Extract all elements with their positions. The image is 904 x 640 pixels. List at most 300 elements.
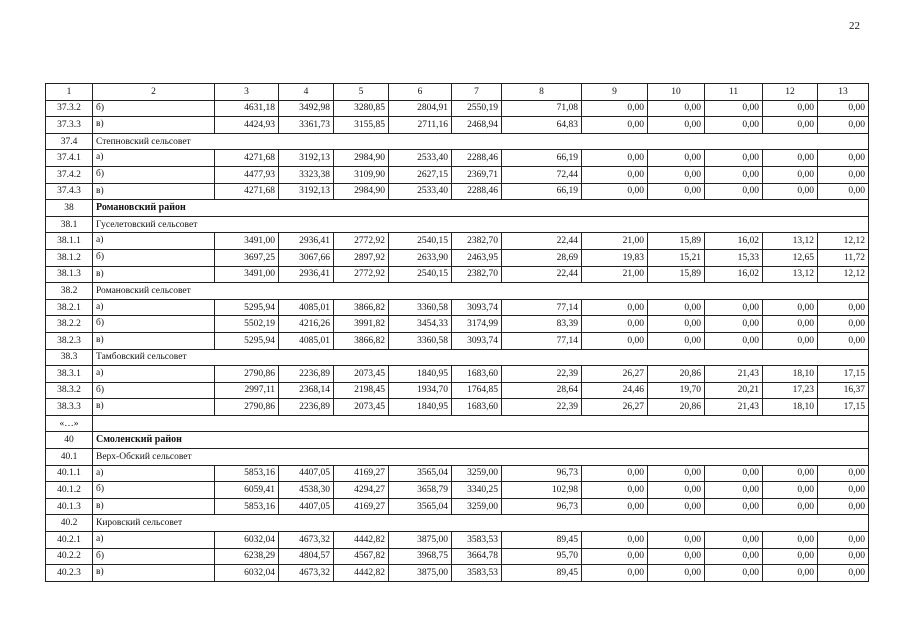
- table-row: [46, 465, 869, 482]
- value-cell: 4169,27: [334, 498, 389, 515]
- row-variant-cell: б): [93, 382, 215, 399]
- value-cell: 0,00: [705, 150, 763, 167]
- value-cell: 1934,70: [389, 382, 452, 399]
- row-variant-cell: б): [93, 166, 215, 183]
- group-code-cell: 40: [46, 432, 93, 449]
- value-cell: 0,00: [763, 565, 818, 582]
- value-cell: 3664,78: [452, 548, 502, 565]
- value-cell: 2236,89: [279, 366, 334, 383]
- value-cell: 1683,60: [452, 366, 502, 383]
- value-cell: 0,00: [648, 565, 705, 582]
- council-title: Тамбовский сельсовет: [93, 349, 869, 366]
- value-cell: 2368,14: [279, 382, 334, 399]
- value-cell: 0,00: [818, 117, 869, 134]
- value-cell: 3875,00: [389, 565, 452, 582]
- value-cell: 0,00: [763, 482, 818, 499]
- value-cell: 2288,46: [452, 150, 502, 167]
- value-cell: 0,00: [648, 465, 705, 482]
- value-cell: 28,64: [502, 382, 582, 399]
- value-cell: 3174,99: [452, 316, 502, 333]
- value-cell: 3583,53: [452, 532, 502, 549]
- value-cell: 0,00: [705, 117, 763, 134]
- row-code-cell: 38.3.1: [46, 366, 93, 383]
- omission-row: [46, 415, 869, 432]
- value-cell: 13,12: [763, 266, 818, 283]
- value-cell: 1840,95: [389, 366, 452, 383]
- column-number-cell: 11: [705, 84, 763, 101]
- value-cell: 2984,90: [334, 150, 389, 167]
- value-cell: 4085,01: [279, 332, 334, 349]
- value-cell: 4673,32: [279, 532, 334, 549]
- value-cell: 15,89: [648, 233, 705, 250]
- value-cell: 3866,82: [334, 299, 389, 316]
- value-cell: 4271,68: [215, 150, 279, 167]
- row-variant-cell: в): [93, 498, 215, 515]
- row-code-cell: 40.1.2: [46, 482, 93, 499]
- value-cell: 2236,89: [279, 399, 334, 416]
- value-cell: 5853,16: [215, 498, 279, 515]
- value-cell: 0,00: [648, 299, 705, 316]
- value-cell: 77,14: [502, 299, 582, 316]
- district-title: Романовский район: [93, 200, 869, 217]
- value-cell: 2540,15: [389, 266, 452, 283]
- value-cell: 24,46: [582, 382, 648, 399]
- value-cell: 15,33: [705, 249, 763, 266]
- table-row: [46, 532, 869, 549]
- table-row: [46, 498, 869, 515]
- value-cell: 0,00: [818, 150, 869, 167]
- value-cell: 21,00: [582, 233, 648, 250]
- row-variant-cell: а): [93, 299, 215, 316]
- value-cell: 26,27: [582, 399, 648, 416]
- row-variant-cell: в): [93, 117, 215, 134]
- value-cell: 0,00: [582, 150, 648, 167]
- table-row: [46, 332, 869, 349]
- value-cell: 2463,95: [452, 249, 502, 266]
- value-cell: 4407,05: [279, 498, 334, 515]
- column-number-cell: 2: [93, 84, 215, 101]
- column-number-cell: 8: [502, 84, 582, 101]
- value-cell: 0,00: [705, 183, 763, 200]
- value-cell: 0,00: [582, 565, 648, 582]
- value-cell: 0,00: [582, 332, 648, 349]
- value-cell: 2073,45: [334, 399, 389, 416]
- value-cell: 21,43: [705, 366, 763, 383]
- value-cell: 2382,70: [452, 233, 502, 250]
- value-cell: 2627,15: [389, 166, 452, 183]
- row-variant-cell: а): [93, 233, 215, 250]
- value-cell: 66,19: [502, 183, 582, 200]
- value-cell: 0,00: [763, 299, 818, 316]
- value-cell: 0,00: [582, 166, 648, 183]
- value-cell: 18,10: [763, 399, 818, 416]
- value-cell: 3192,13: [279, 183, 334, 200]
- council-header-row: [46, 283, 869, 300]
- value-cell: 0,00: [648, 100, 705, 117]
- row-variant-cell: б): [93, 548, 215, 565]
- value-cell: 4477,93: [215, 166, 279, 183]
- value-cell: 3259,00: [452, 465, 502, 482]
- value-cell: 0,00: [705, 332, 763, 349]
- row-variant-cell: б): [93, 482, 215, 499]
- value-cell: 0,00: [705, 548, 763, 565]
- value-cell: 0,00: [705, 565, 763, 582]
- value-cell: 96,73: [502, 498, 582, 515]
- value-cell: 66,19: [502, 150, 582, 167]
- value-cell: 0,00: [763, 100, 818, 117]
- table-row: [46, 382, 869, 399]
- value-cell: 2533,40: [389, 150, 452, 167]
- value-cell: 3968,75: [389, 548, 452, 565]
- value-cell: 1683,60: [452, 399, 502, 416]
- value-cell: 2550,19: [452, 100, 502, 117]
- value-cell: 4407,05: [279, 465, 334, 482]
- value-cell: 12,12: [818, 233, 869, 250]
- table-row: [46, 548, 869, 565]
- value-cell: 6059,41: [215, 482, 279, 499]
- table-row: [46, 482, 869, 499]
- row-code-cell: 38.2.1: [46, 299, 93, 316]
- value-cell: 0,00: [648, 498, 705, 515]
- row-variant-cell: б): [93, 100, 215, 117]
- value-cell: 2468,94: [452, 117, 502, 134]
- value-cell: 0,00: [648, 117, 705, 134]
- column-number-cell: 1: [46, 84, 93, 101]
- value-cell: 2533,40: [389, 183, 452, 200]
- council-header-row: [46, 133, 869, 150]
- omission-marker: «…»: [46, 415, 93, 432]
- value-cell: 0,00: [648, 332, 705, 349]
- value-cell: 5502,19: [215, 316, 279, 333]
- value-cell: 22,39: [502, 366, 582, 383]
- value-cell: 17,15: [818, 399, 869, 416]
- value-cell: 0,00: [582, 316, 648, 333]
- value-cell: 22,44: [502, 233, 582, 250]
- row-code-cell: 38.3.3: [46, 399, 93, 416]
- value-cell: 20,86: [648, 399, 705, 416]
- value-cell: 2288,46: [452, 183, 502, 200]
- value-cell: 3155,85: [334, 117, 389, 134]
- district-header-row: [46, 200, 869, 217]
- council-title: Кировский сельсовет: [93, 515, 869, 532]
- value-cell: 0,00: [763, 532, 818, 549]
- value-cell: 64,83: [502, 117, 582, 134]
- value-cell: 5295,94: [215, 299, 279, 316]
- table-row: [46, 183, 869, 200]
- value-cell: 95,70: [502, 548, 582, 565]
- value-cell: 5853,16: [215, 465, 279, 482]
- value-cell: 0,00: [763, 498, 818, 515]
- page-number: 22: [849, 20, 860, 32]
- value-cell: 2073,45: [334, 366, 389, 383]
- value-cell: 0,00: [705, 100, 763, 117]
- value-cell: 17,15: [818, 366, 869, 383]
- value-cell: 3991,82: [334, 316, 389, 333]
- value-cell: 16,02: [705, 233, 763, 250]
- value-cell: 2997,11: [215, 382, 279, 399]
- table-row: [46, 166, 869, 183]
- value-cell: 0,00: [818, 332, 869, 349]
- district-header-row: [46, 432, 869, 449]
- value-cell: 3866,82: [334, 332, 389, 349]
- value-cell: 4538,30: [279, 482, 334, 499]
- value-cell: 6032,04: [215, 565, 279, 582]
- council-header-row: [46, 515, 869, 532]
- column-number-cell: 10: [648, 84, 705, 101]
- column-number-cell: 6: [389, 84, 452, 101]
- value-cell: 4271,68: [215, 183, 279, 200]
- value-cell: 20,86: [648, 366, 705, 383]
- value-cell: 0,00: [818, 100, 869, 117]
- value-cell: 22,44: [502, 266, 582, 283]
- value-cell: 2198,45: [334, 382, 389, 399]
- value-cell: 3491,00: [215, 266, 279, 283]
- value-cell: 2382,70: [452, 266, 502, 283]
- value-cell: 22,39: [502, 399, 582, 416]
- value-cell: 0,00: [705, 482, 763, 499]
- council-title: Романовский сельсовет: [93, 283, 869, 300]
- value-cell: 0,00: [763, 316, 818, 333]
- value-cell: 0,00: [818, 498, 869, 515]
- row-code-cell: 37.3.2: [46, 100, 93, 117]
- table-row: [46, 366, 869, 383]
- row-variant-cell: а): [93, 366, 215, 383]
- value-cell: 3093,74: [452, 299, 502, 316]
- column-number-cell: 12: [763, 84, 818, 101]
- council-header-row: [46, 349, 869, 366]
- value-cell: 0,00: [582, 498, 648, 515]
- value-cell: 3454,33: [389, 316, 452, 333]
- value-cell: 4804,57: [279, 548, 334, 565]
- value-cell: 3323,38: [279, 166, 334, 183]
- group-code-cell: 38: [46, 200, 93, 217]
- value-cell: 0,00: [818, 316, 869, 333]
- value-cell: 3360,58: [389, 332, 452, 349]
- value-cell: 16,37: [818, 382, 869, 399]
- row-code-cell: 37.4.3: [46, 183, 93, 200]
- value-cell: 0,00: [582, 532, 648, 549]
- value-cell: 4424,93: [215, 117, 279, 134]
- value-cell: 13,12: [763, 233, 818, 250]
- value-cell: 0,00: [705, 166, 763, 183]
- value-cell: 2804,91: [389, 100, 452, 117]
- value-cell: 28,69: [502, 249, 582, 266]
- table-row: [46, 233, 869, 250]
- value-cell: 4673,32: [279, 565, 334, 582]
- row-variant-cell: б): [93, 316, 215, 333]
- value-cell: 0,00: [705, 465, 763, 482]
- value-cell: 0,00: [818, 183, 869, 200]
- row-code-cell: 40.1.3: [46, 498, 93, 515]
- row-code-cell: 38.3.2: [46, 382, 93, 399]
- value-cell: 0,00: [582, 299, 648, 316]
- row-code-cell: 38.1.2: [46, 249, 93, 266]
- value-cell: 0,00: [648, 150, 705, 167]
- value-cell: 5295,94: [215, 332, 279, 349]
- value-cell: 0,00: [705, 299, 763, 316]
- value-cell: 3491,00: [215, 233, 279, 250]
- group-code-cell: 38.2: [46, 283, 93, 300]
- column-number-cell: 9: [582, 84, 648, 101]
- district-title: Смоленский район: [93, 432, 869, 449]
- column-number-cell: 13: [818, 84, 869, 101]
- column-number-cell: 4: [279, 84, 334, 101]
- table-row: [46, 266, 869, 283]
- value-cell: 89,45: [502, 532, 582, 549]
- row-code-cell: 40.2.1: [46, 532, 93, 549]
- value-cell: 3697,25: [215, 249, 279, 266]
- value-cell: 96,73: [502, 465, 582, 482]
- council-header-row: [46, 216, 869, 233]
- value-cell: 71,08: [502, 100, 582, 117]
- value-cell: 2540,15: [389, 233, 452, 250]
- table-row: [46, 565, 869, 582]
- value-cell: 77,14: [502, 332, 582, 349]
- table-row: [46, 117, 869, 134]
- value-cell: 4216,26: [279, 316, 334, 333]
- column-number-cell: 5: [334, 84, 389, 101]
- value-cell: 15,21: [648, 249, 705, 266]
- value-cell: 0,00: [705, 498, 763, 515]
- value-cell: 12,12: [818, 266, 869, 283]
- value-cell: 2772,92: [334, 266, 389, 283]
- value-cell: 0,00: [818, 548, 869, 565]
- value-cell: 2936,41: [279, 233, 334, 250]
- group-code-cell: 37.4: [46, 133, 93, 150]
- value-cell: 0,00: [763, 332, 818, 349]
- value-cell: 19,83: [582, 249, 648, 266]
- value-cell: 3360,58: [389, 299, 452, 316]
- row-variant-cell: а): [93, 532, 215, 549]
- value-cell: 15,89: [648, 266, 705, 283]
- value-cell: 2369,71: [452, 166, 502, 183]
- council-title: Верх-Обский сельсовет: [93, 449, 869, 466]
- value-cell: 2633,90: [389, 249, 452, 266]
- value-cell: 0,00: [818, 166, 869, 183]
- omission-spacer: [93, 415, 869, 432]
- value-cell: 16,02: [705, 266, 763, 283]
- value-cell: 0,00: [648, 166, 705, 183]
- value-cell: 4442,82: [334, 532, 389, 549]
- table-row: [46, 249, 869, 266]
- row-variant-cell: в): [93, 399, 215, 416]
- tariff-table: [45, 83, 869, 582]
- row-variant-cell: а): [93, 150, 215, 167]
- row-code-cell: 37.4.2: [46, 166, 93, 183]
- value-cell: 20,21: [705, 382, 763, 399]
- table-row: [46, 100, 869, 117]
- value-cell: 2772,92: [334, 233, 389, 250]
- value-cell: 3109,90: [334, 166, 389, 183]
- value-cell: 0,00: [818, 532, 869, 549]
- value-cell: 0,00: [582, 117, 648, 134]
- value-cell: 21,00: [582, 266, 648, 283]
- value-cell: 3565,04: [389, 498, 452, 515]
- value-cell: 0,00: [705, 316, 763, 333]
- value-cell: 0,00: [763, 465, 818, 482]
- value-cell: 83,39: [502, 316, 582, 333]
- value-cell: 6032,04: [215, 532, 279, 549]
- row-variant-cell: в): [93, 332, 215, 349]
- table-row: [46, 150, 869, 167]
- column-number-cell: 3: [215, 84, 279, 101]
- value-cell: 1764,85: [452, 382, 502, 399]
- row-code-cell: 40.2.2: [46, 548, 93, 565]
- value-cell: 2984,90: [334, 183, 389, 200]
- row-variant-cell: б): [93, 249, 215, 266]
- value-cell: 3280,85: [334, 100, 389, 117]
- value-cell: 0,00: [648, 482, 705, 499]
- value-cell: 1840,95: [389, 399, 452, 416]
- value-cell: 17,23: [763, 382, 818, 399]
- value-cell: 0,00: [818, 482, 869, 499]
- row-code-cell: 38.1.1: [46, 233, 93, 250]
- value-cell: 2711,16: [389, 117, 452, 134]
- value-cell: 3361,73: [279, 117, 334, 134]
- value-cell: 0,00: [763, 150, 818, 167]
- value-cell: 3340,25: [452, 482, 502, 499]
- value-cell: 4442,82: [334, 565, 389, 582]
- value-cell: 0,00: [763, 117, 818, 134]
- value-cell: 12,65: [763, 249, 818, 266]
- value-cell: 0,00: [763, 166, 818, 183]
- row-code-cell: 37.4.1: [46, 150, 93, 167]
- value-cell: 102,98: [502, 482, 582, 499]
- value-cell: 3583,53: [452, 565, 502, 582]
- group-code-cell: 40.1: [46, 449, 93, 466]
- value-cell: 6238,29: [215, 548, 279, 565]
- value-cell: 89,45: [502, 565, 582, 582]
- group-code-cell: 40.2: [46, 515, 93, 532]
- row-code-cell: 40.1.1: [46, 465, 93, 482]
- value-cell: 2790,86: [215, 399, 279, 416]
- column-number-cell: 7: [452, 84, 502, 101]
- value-cell: 2936,41: [279, 266, 334, 283]
- value-cell: 0,00: [818, 465, 869, 482]
- table-row: [46, 316, 869, 333]
- value-cell: 3658,79: [389, 482, 452, 499]
- value-cell: 4631,18: [215, 100, 279, 117]
- table-row: [46, 399, 869, 416]
- value-cell: 11,72: [818, 249, 869, 266]
- row-code-cell: 40.2.3: [46, 565, 93, 582]
- column-number-row: [46, 84, 869, 101]
- value-cell: 0,00: [582, 183, 648, 200]
- group-code-cell: 38.3: [46, 349, 93, 366]
- council-title: Гуселетовский сельсовет: [93, 216, 869, 233]
- value-cell: 4169,27: [334, 465, 389, 482]
- value-cell: 3067,66: [279, 249, 334, 266]
- row-variant-cell: в): [93, 183, 215, 200]
- council-title: Степновский сельсовет: [93, 133, 869, 150]
- value-cell: 3492,98: [279, 100, 334, 117]
- row-variant-cell: а): [93, 465, 215, 482]
- value-cell: 0,00: [818, 299, 869, 316]
- value-cell: 4085,01: [279, 299, 334, 316]
- value-cell: 0,00: [582, 100, 648, 117]
- value-cell: 0,00: [763, 183, 818, 200]
- council-header-row: [46, 449, 869, 466]
- value-cell: 0,00: [582, 465, 648, 482]
- value-cell: 3875,00: [389, 532, 452, 549]
- value-cell: 0,00: [705, 532, 763, 549]
- value-cell: 0,00: [582, 482, 648, 499]
- group-code-cell: 38.1: [46, 216, 93, 233]
- row-code-cell: 38.2.2: [46, 316, 93, 333]
- value-cell: 19,70: [648, 382, 705, 399]
- value-cell: 3093,74: [452, 332, 502, 349]
- value-cell: 4567,82: [334, 548, 389, 565]
